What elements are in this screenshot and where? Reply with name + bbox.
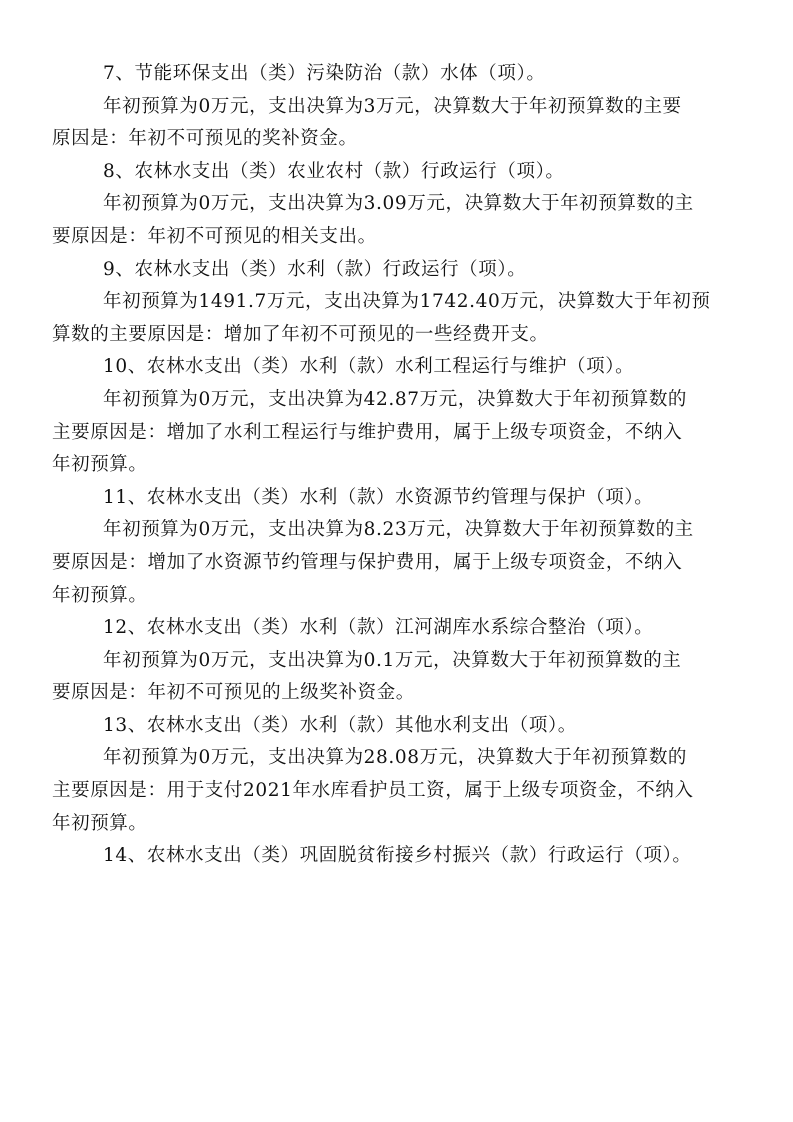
- item-12-text-line-2: 要原因是：年初不可预见的上级奖补资金。: [52, 682, 415, 704]
- item-7-text-line-1: 年初预算为0万元，支出决算为3万元，决算数大于年初预算数的主要: [103, 95, 682, 117]
- item-13-heading: 13、农林水支出（类）水利（款）其他水利支出（项）。: [103, 714, 577, 736]
- item-12-heading: 12、农林水支出（类）水利（款）江河湖库水系综合整治（项）。: [103, 617, 654, 639]
- document-body: [52, 58, 752, 873]
- item-11-text-line-2: 要原因是：增加了水资源节约管理与保护费用，属于上级专项资金，不纳入: [52, 551, 683, 573]
- item-7-heading: 7、节能环保支出（类）污染防治（款）水体（项）。: [103, 63, 546, 84]
- item-8-text-line-2: 要原因是：年初不可预见的相关支出。: [52, 225, 377, 247]
- item-8-text-line-1: 年初预算为0万元，支出决算为3.09万元，决算数大于年初预算数的主: [103, 193, 694, 215]
- item-10-text-line-1: 年初预算为0万元，支出决算为42.87万元，决算数大于年初预算数的: [103, 388, 688, 410]
- item-8-heading: 8、农林水支出（类）农业农村（款）行政运行（项）。: [103, 160, 565, 182]
- item-11-text-line-1: 年初预算为0万元，支出决算为8.23万元，决算数大于年初预算数的主: [103, 519, 694, 541]
- item-9-text-line-1: 年初预算为1491.7万元，支出决算为1742.40万元，决算数大于年初预: [103, 291, 711, 313]
- item-10-heading: 10、农林水支出（类）水利（款）水利工程运行与维护（项）。: [103, 356, 635, 378]
- item-10-text-line-2: 主要原因是：增加了水利工程运行与维护费用，属于上级专项资金，不纳入: [52, 421, 683, 443]
- item-9-heading: 9、农林水支出（类）水利（款）行政运行（项）。: [103, 258, 527, 280]
- item-7-text-line-2: 原因是：年初不可预见的奖补资金。: [52, 128, 358, 150]
- item-13-text-line-3: 年初预算。: [52, 812, 148, 834]
- item-13-text-line-1: 年初预算为0万元，支出决算为28.08万元，决算数大于年初预算数的: [103, 747, 688, 769]
- item-14-heading: 14、农林水支出（类）巩固脱贫衔接乡村振兴（款）行政运行（项）。: [103, 845, 692, 867]
- item-12-text-line-1: 年初预算为0万元，支出决算为0.1万元，决算数大于年初预算数的主: [103, 649, 682, 671]
- item-13-text-line-2: 主要原因是：用于支付2021年水库看护员工资，属于上级专项资金，不纳入: [52, 780, 694, 802]
- item-9-text-line-2: 算数的主要原因是：增加了年初不可预见的一些经费开支。: [52, 323, 549, 345]
- item-10-text-line-3: 年初预算。: [52, 454, 148, 476]
- item-11-heading: 11、农林水支出（类）水利（款）水资源节约管理与保护（项）。: [103, 486, 654, 508]
- item-11-text-line-3: 年初预算。: [52, 584, 148, 606]
